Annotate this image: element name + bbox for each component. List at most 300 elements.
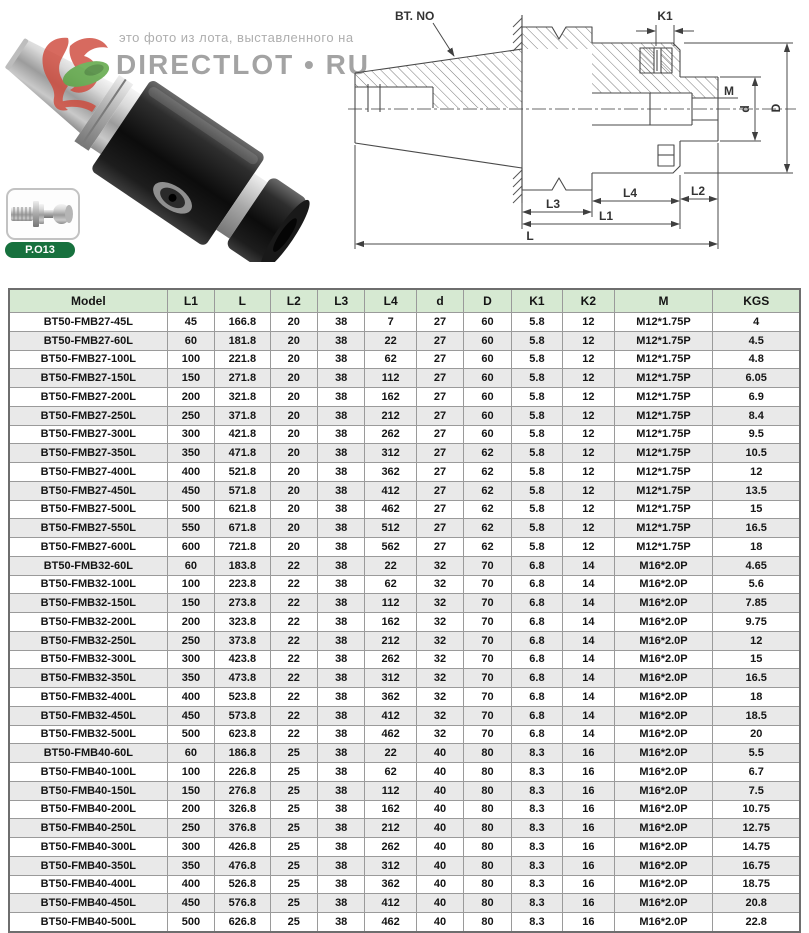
value-cell: 70	[464, 688, 511, 707]
value-cell: 8.3	[511, 875, 562, 894]
value-cell: 262	[365, 650, 416, 669]
value-cell: 183.8	[215, 556, 270, 575]
value-cell: 226.8	[215, 763, 270, 782]
value-cell: 16	[563, 894, 614, 913]
table-row	[9, 913, 800, 933]
value-cell: 14	[563, 706, 614, 725]
value-cell: M12*1.75P	[614, 463, 713, 482]
table-row	[9, 838, 800, 857]
value-cell: 38	[317, 313, 364, 332]
value-cell: 80	[464, 744, 511, 763]
value-cell: 212	[365, 819, 416, 838]
value-cell: M16*2.0P	[614, 744, 713, 763]
value-cell: 38	[317, 763, 364, 782]
value-cell: 16.5	[713, 669, 800, 688]
value-cell: 32	[416, 706, 463, 725]
table-row	[9, 575, 800, 594]
value-cell: 32	[416, 669, 463, 688]
value-cell: 312	[365, 856, 416, 875]
table-row	[9, 406, 800, 425]
table-row	[9, 800, 800, 819]
value-cell: 40	[416, 856, 463, 875]
value-cell: 562	[365, 538, 416, 557]
value-cell: 25	[270, 875, 317, 894]
value-cell: 112	[365, 781, 416, 800]
value-cell: 271.8	[215, 369, 270, 388]
value-cell: 16	[563, 744, 614, 763]
model-cell: BT50-FMB32-300L	[9, 650, 167, 669]
value-cell: 150	[167, 369, 214, 388]
value-cell: 9.5	[713, 425, 800, 444]
value-cell: 6.8	[511, 725, 562, 744]
value-cell: 221.8	[215, 350, 270, 369]
column-header: Model	[9, 289, 167, 313]
value-cell: 62	[365, 763, 416, 782]
value-cell: 14	[563, 650, 614, 669]
value-cell: 60	[167, 331, 214, 350]
value-cell: 22	[270, 594, 317, 613]
value-cell: 38	[317, 856, 364, 875]
value-cell: 5.8	[511, 388, 562, 407]
column-header: K2	[563, 289, 614, 313]
value-cell: 38	[317, 650, 364, 669]
table-row	[9, 538, 800, 557]
value-cell: 8.3	[511, 838, 562, 857]
table-row	[9, 819, 800, 838]
value-cell: 16	[563, 781, 614, 800]
value-cell: 22	[270, 669, 317, 688]
value-cell: 62	[464, 444, 511, 463]
table-row	[9, 500, 800, 519]
value-cell: 38	[317, 406, 364, 425]
table-row	[9, 744, 800, 763]
value-cell: 4	[713, 313, 800, 332]
value-cell: 38	[317, 800, 364, 819]
model-cell: BT50-FMB27-450L	[9, 481, 167, 500]
value-cell: 25	[270, 856, 317, 875]
value-cell: 162	[365, 388, 416, 407]
value-cell: 27	[416, 519, 463, 538]
value-cell: 27	[416, 463, 463, 482]
value-cell: 40	[416, 744, 463, 763]
value-cell: 22	[270, 631, 317, 650]
value-cell: 20	[270, 500, 317, 519]
value-cell: 8.3	[511, 781, 562, 800]
value-cell: 22	[270, 556, 317, 575]
value-cell: 38	[317, 613, 364, 632]
value-cell: 181.8	[215, 331, 270, 350]
value-cell: 40	[416, 800, 463, 819]
value-cell: 476.8	[215, 856, 270, 875]
value-cell: 38	[317, 781, 364, 800]
value-cell: 20	[270, 425, 317, 444]
flange-outline	[522, 27, 592, 190]
value-cell: 400	[167, 688, 214, 707]
value-cell: 25	[270, 781, 317, 800]
value-cell: 38	[317, 913, 364, 933]
model-cell: BT50-FMB32-60L	[9, 556, 167, 575]
value-cell: M12*1.75P	[614, 350, 713, 369]
value-cell: 412	[365, 894, 416, 913]
model-cell: BT50-FMB40-150L	[9, 781, 167, 800]
value-cell: 60	[464, 369, 511, 388]
table-row	[9, 519, 800, 538]
value-cell: 38	[317, 875, 364, 894]
column-header: L4	[365, 289, 416, 313]
value-cell: M16*2.0P	[614, 763, 713, 782]
length-dimensions	[355, 143, 718, 249]
value-cell: 16	[563, 838, 614, 857]
value-cell: 62	[464, 519, 511, 538]
value-cell: 14	[563, 575, 614, 594]
model-cell: BT50-FMB27-500L	[9, 500, 167, 519]
model-cell: BT50-FMB40-500L	[9, 913, 167, 933]
value-cell: 12	[563, 331, 614, 350]
value-cell: 20	[270, 444, 317, 463]
value-cell: 22	[270, 725, 317, 744]
value-cell: 186.8	[215, 744, 270, 763]
value-cell: 626.8	[215, 913, 270, 933]
column-header: KGS	[713, 289, 800, 313]
value-cell: 27	[416, 425, 463, 444]
value-cell: 350	[167, 669, 214, 688]
value-cell: M16*2.0P	[614, 631, 713, 650]
model-cell: BT50-FMB32-200L	[9, 613, 167, 632]
value-cell: M16*2.0P	[614, 688, 713, 707]
flange-section	[522, 27, 592, 49]
model-cell: BT50-FMB27-100L	[9, 350, 167, 369]
model-cell: BT50-FMB40-100L	[9, 763, 167, 782]
value-cell: 312	[365, 444, 416, 463]
value-cell: 8.3	[511, 744, 562, 763]
table-row	[9, 669, 800, 688]
value-cell: M16*2.0P	[614, 556, 713, 575]
model-cell: BT50-FMB40-60L	[9, 744, 167, 763]
table-row	[9, 369, 800, 388]
value-cell: 623.8	[215, 725, 270, 744]
m-label: M	[724, 84, 734, 98]
value-cell: 27	[416, 500, 463, 519]
value-cell: 40	[416, 763, 463, 782]
value-cell: M16*2.0P	[614, 856, 713, 875]
value-cell: 6.8	[511, 650, 562, 669]
value-cell: 27	[416, 388, 463, 407]
value-cell: 423.8	[215, 650, 270, 669]
value-cell: M16*2.0P	[614, 669, 713, 688]
value-cell: 38	[317, 481, 364, 500]
value-cell: M16*2.0P	[614, 781, 713, 800]
value-cell: 5.8	[511, 425, 562, 444]
value-cell: 150	[167, 781, 214, 800]
value-cell: M12*1.75P	[614, 388, 713, 407]
value-cell: 13.5	[713, 481, 800, 500]
value-cell: 38	[317, 631, 364, 650]
table-row	[9, 725, 800, 744]
value-cell: 5.8	[511, 369, 562, 388]
value-cell: M16*2.0P	[614, 894, 713, 913]
value-cell: 22	[365, 744, 416, 763]
value-cell: 38	[317, 819, 364, 838]
value-cell: 426.8	[215, 838, 270, 857]
value-cell: 412	[365, 481, 416, 500]
value-cell: 22	[365, 331, 416, 350]
value-cell: 20	[713, 725, 800, 744]
value-cell: 9.75	[713, 613, 800, 632]
value-cell: 32	[416, 725, 463, 744]
value-cell: 312	[365, 669, 416, 688]
value-cell: 671.8	[215, 519, 270, 538]
value-cell: M16*2.0P	[614, 725, 713, 744]
value-cell: 16	[563, 819, 614, 838]
value-cell: 12	[563, 500, 614, 519]
value-cell: 471.8	[215, 444, 270, 463]
pull-stud-image	[8, 190, 78, 238]
value-cell: 6.9	[713, 388, 800, 407]
value-cell: 32	[416, 688, 463, 707]
value-cell: 250	[167, 631, 214, 650]
column-header: L3	[317, 289, 364, 313]
value-cell: 27	[416, 538, 463, 557]
value-cell: 450	[167, 481, 214, 500]
model-cell: BT50-FMB40-300L	[9, 838, 167, 857]
model-cell: BT50-FMB27-350L	[9, 444, 167, 463]
value-cell: 60	[167, 744, 214, 763]
watermark-brand: DIRECTLOT • RU	[116, 49, 371, 80]
value-cell: 12	[563, 444, 614, 463]
column-header: M	[614, 289, 713, 313]
value-cell: 25	[270, 894, 317, 913]
column-header: L1	[167, 289, 214, 313]
value-cell: 6.8	[511, 613, 562, 632]
pull-stud-inset	[6, 188, 80, 240]
value-cell: 22	[365, 556, 416, 575]
value-cell: 8.3	[511, 819, 562, 838]
value-cell: 5.5	[713, 744, 800, 763]
value-cell: 621.8	[215, 500, 270, 519]
value-cell: M12*1.75P	[614, 519, 713, 538]
value-cell: 223.8	[215, 575, 270, 594]
value-cell: M12*1.75P	[614, 331, 713, 350]
value-cell: 14	[563, 725, 614, 744]
value-cell: 12	[713, 463, 800, 482]
model-cell: BT50-FMB40-400L	[9, 875, 167, 894]
value-cell: 150	[167, 594, 214, 613]
value-cell: 45	[167, 313, 214, 332]
value-cell: M16*2.0P	[614, 706, 713, 725]
value-cell: 18.75	[713, 875, 800, 894]
value-cell: 38	[317, 556, 364, 575]
value-cell: 27	[416, 350, 463, 369]
value-cell: 273.8	[215, 594, 270, 613]
value-cell: 38	[317, 331, 364, 350]
table-row	[9, 556, 800, 575]
value-cell: 38	[317, 838, 364, 857]
value-cell: 6.8	[511, 556, 562, 575]
model-cell: BT50-FMB32-400L	[9, 688, 167, 707]
value-cell: 80	[464, 894, 511, 913]
value-cell: 14	[563, 613, 614, 632]
value-cell: 80	[464, 856, 511, 875]
value-cell: 16	[563, 875, 614, 894]
value-cell: 32	[416, 613, 463, 632]
value-cell: 512	[365, 519, 416, 538]
value-cell: 6.8	[511, 669, 562, 688]
value-cell: 5.8	[511, 444, 562, 463]
value-cell: 5.8	[511, 519, 562, 538]
value-cell: 323.8	[215, 613, 270, 632]
watermark-text: это фото из лота, выставленного на	[119, 30, 354, 45]
value-cell: 8.3	[511, 913, 562, 933]
value-cell: 421.8	[215, 425, 270, 444]
value-cell: 473.8	[215, 669, 270, 688]
value-cell: 32	[416, 575, 463, 594]
value-cell: 400	[167, 463, 214, 482]
value-cell: 262	[365, 838, 416, 857]
value-cell: 25	[270, 838, 317, 857]
value-cell: 32	[416, 650, 463, 669]
wall-hatch-ticks	[513, 18, 522, 203]
table-row	[9, 781, 800, 800]
value-cell: 10.75	[713, 800, 800, 819]
value-cell: 12	[563, 481, 614, 500]
value-cell: 362	[365, 688, 416, 707]
value-cell: 80	[464, 781, 511, 800]
value-cell: 8.3	[511, 856, 562, 875]
value-cell: 70	[464, 650, 511, 669]
value-cell: 12	[713, 631, 800, 650]
value-cell: 12	[563, 350, 614, 369]
value-cell: 12	[563, 406, 614, 425]
value-cell: 38	[317, 463, 364, 482]
value-cell: 12	[563, 425, 614, 444]
value-cell: 70	[464, 594, 511, 613]
value-cell: 80	[464, 875, 511, 894]
value-cell: 450	[167, 894, 214, 913]
model-cell: BT50-FMB40-250L	[9, 819, 167, 838]
value-cell: 70	[464, 706, 511, 725]
value-cell: 32	[416, 594, 463, 613]
value-cell: 500	[167, 725, 214, 744]
l-label: L	[526, 229, 534, 243]
squirrel-logo-icon	[30, 28, 130, 116]
value-cell: 80	[464, 800, 511, 819]
value-cell: 462	[365, 913, 416, 933]
table-row	[9, 463, 800, 482]
value-cell: 62	[464, 463, 511, 482]
value-cell: 373.8	[215, 631, 270, 650]
value-cell: 80	[464, 838, 511, 857]
value-cell: 32	[416, 631, 463, 650]
value-cell: 25	[270, 800, 317, 819]
value-cell: 371.8	[215, 406, 270, 425]
value-cell: 60	[464, 350, 511, 369]
value-cell: 362	[365, 875, 416, 894]
value-cell: 12	[563, 388, 614, 407]
value-cell: M12*1.75P	[614, 538, 713, 557]
value-cell: 20	[270, 463, 317, 482]
value-cell: 60	[167, 556, 214, 575]
table-row	[9, 706, 800, 725]
value-cell: 8.3	[511, 763, 562, 782]
value-cell: 62	[365, 350, 416, 369]
value-cell: 60	[464, 331, 511, 350]
value-cell: 18	[713, 688, 800, 707]
value-cell: 70	[464, 556, 511, 575]
value-cell: M16*2.0P	[614, 838, 713, 857]
product-photo	[0, 0, 371, 262]
k1-label: K1	[657, 9, 673, 23]
value-cell: 526.8	[215, 875, 270, 894]
value-cell: 500	[167, 913, 214, 933]
value-cell: M16*2.0P	[614, 913, 713, 933]
value-cell: 40	[416, 875, 463, 894]
value-cell: 20.8	[713, 894, 800, 913]
value-cell: 70	[464, 669, 511, 688]
value-cell: 12	[563, 313, 614, 332]
value-cell: 20	[270, 313, 317, 332]
value-cell: 62	[464, 500, 511, 519]
value-cell: 112	[365, 594, 416, 613]
value-cell: 22.8	[713, 913, 800, 933]
value-cell: 7.85	[713, 594, 800, 613]
value-cell: 70	[464, 575, 511, 594]
model-cell: BT50-FMB27-400L	[9, 463, 167, 482]
value-cell: 38	[317, 669, 364, 688]
value-cell: 8.3	[511, 894, 562, 913]
value-cell: 22	[270, 575, 317, 594]
value-cell: M16*2.0P	[614, 819, 713, 838]
value-cell: 22	[270, 650, 317, 669]
value-cell: 5.8	[511, 463, 562, 482]
table-row	[9, 650, 800, 669]
value-cell: 16	[563, 913, 614, 933]
value-cell: 38	[317, 388, 364, 407]
value-cell: 40	[416, 913, 463, 933]
value-cell: 250	[167, 406, 214, 425]
value-cell: 27	[416, 481, 463, 500]
model-cell: BT50-FMB32-100L	[9, 575, 167, 594]
table-row	[9, 313, 800, 332]
value-cell: 38	[317, 350, 364, 369]
model-cell: BT50-FMB40-350L	[9, 856, 167, 875]
value-cell: 5.8	[511, 481, 562, 500]
table-row	[9, 444, 800, 463]
value-cell: 15	[713, 650, 800, 669]
value-cell: 12.75	[713, 819, 800, 838]
l3-label: L3	[545, 197, 561, 211]
value-cell: 62	[365, 575, 416, 594]
value-cell: 14	[563, 556, 614, 575]
value-cell: 40	[416, 838, 463, 857]
column-header: L2	[270, 289, 317, 313]
value-cell: 166.8	[215, 313, 270, 332]
value-cell: 462	[365, 725, 416, 744]
value-cell: 40	[416, 781, 463, 800]
value-cell: 200	[167, 800, 214, 819]
value-cell: 200	[167, 613, 214, 632]
value-cell: 38	[317, 706, 364, 725]
value-cell: 22	[270, 706, 317, 725]
value-cell: 300	[167, 650, 214, 669]
value-cell: 462	[365, 500, 416, 519]
value-cell: 27	[416, 406, 463, 425]
value-cell: 600	[167, 538, 214, 557]
model-cell: BT50-FMB32-350L	[9, 669, 167, 688]
value-cell: 38	[317, 688, 364, 707]
value-cell: 12	[563, 538, 614, 557]
value-cell: 60	[464, 425, 511, 444]
value-cell: 6.8	[511, 631, 562, 650]
